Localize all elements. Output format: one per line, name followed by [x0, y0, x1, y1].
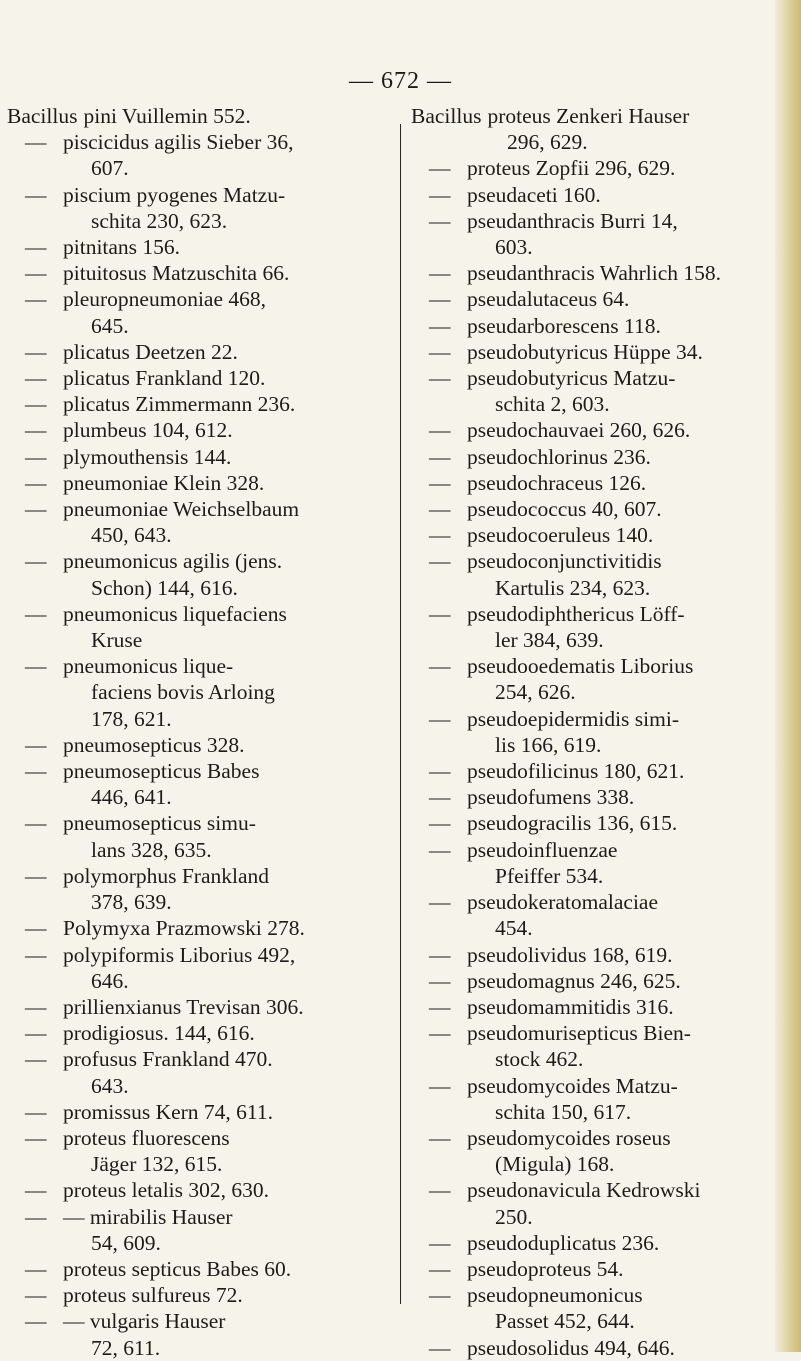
entry-name: polypiformis Liborius 492,	[63, 942, 296, 967]
index-entry	[411, 365, 779, 417]
index-entry	[411, 942, 779, 968]
entry-name: pseudoepidermidis simi-	[467, 706, 679, 731]
ditto-dash: —	[25, 654, 47, 679]
entry-name: proteus letalis 302, 630.	[63, 1178, 270, 1203]
entry-name: pseudanthracis Wahrlich 158.	[467, 261, 722, 286]
ditto-dash: —	[429, 968, 451, 993]
index-entry	[7, 1125, 385, 1177]
entry-name: pseudoproteus 54.	[467, 1256, 624, 1281]
ditto-dash: —	[429, 1073, 451, 1098]
index-entry	[7, 286, 385, 338]
entry-name: proteus Zopfii 296, 629.	[467, 156, 676, 181]
index-entry	[7, 1046, 385, 1098]
entry-name: pseudochlorinus 236.	[467, 444, 651, 469]
entry-continuation: 72, 611.	[91, 1335, 161, 1360]
entry-continuation: 378, 639.	[91, 890, 172, 915]
entry-continuation: 603.	[495, 235, 533, 260]
entry-name: prodigiosus. 144, 616.	[63, 1021, 255, 1046]
ditto-dash: —	[429, 549, 451, 574]
ditto-dash: —	[25, 1021, 47, 1046]
entry-name: pseudarborescens 118.	[467, 313, 661, 338]
ditto-dash: —	[429, 156, 451, 181]
entry-continuation: 645.	[91, 313, 129, 338]
entry-continuation: 643.	[91, 1073, 129, 1098]
ditto-dash: —	[25, 863, 47, 888]
ditto-dash: —	[429, 1178, 451, 1203]
ditto-dash: —	[25, 1178, 47, 1203]
entry-continuation: schita 230, 623.	[91, 208, 228, 233]
index-entry	[411, 784, 779, 810]
ditto-dash: —	[25, 182, 47, 207]
entry-continuation: Kartulis 234, 623.	[495, 575, 651, 600]
entry-continuation: Pfeiffer 534.	[495, 863, 604, 888]
ditto-dash: —	[25, 366, 47, 391]
index-entry	[411, 339, 779, 365]
ditto-dash: —	[429, 418, 451, 443]
ditto-dash: —	[429, 444, 451, 469]
right-column	[411, 103, 779, 1361]
index-entry	[7, 417, 385, 443]
entry-name: pseudomagnus 246, 625.	[467, 968, 681, 993]
index-entry	[7, 1177, 385, 1203]
index-entry	[411, 548, 779, 600]
entry-name: pseudodiphthericus Löff-	[467, 601, 685, 626]
entry-continuation: schita 2, 603.	[495, 392, 610, 417]
ditto-dash: —	[429, 366, 451, 391]
index-entry	[7, 129, 385, 181]
ditto-dash: —	[25, 1204, 47, 1229]
index-entry	[411, 1020, 779, 1072]
entry-name: pseudogracilis 136, 615.	[467, 811, 678, 836]
entry-name: plymouthensis 144.	[63, 444, 232, 469]
entry-continuation: 607.	[91, 156, 129, 181]
entry-name: pneumoniae Klein 328.	[63, 470, 265, 495]
entry-continuation: 646.	[91, 968, 129, 993]
index-entry	[7, 391, 385, 417]
entry-name: proteus fluorescens	[63, 1125, 230, 1150]
ditto-dash: —	[429, 208, 451, 233]
ditto-dash: —	[429, 601, 451, 626]
ditto-dash: —	[429, 1335, 451, 1360]
index-entry	[7, 1256, 385, 1282]
ditto-dash: —	[25, 339, 47, 364]
index-entry	[7, 103, 385, 129]
entry-name: polymorphus Frankland	[63, 863, 270, 888]
index-entry	[411, 1073, 779, 1125]
entry-name: pseudocoeruleus 140.	[467, 523, 654, 548]
entry-name: prillienxianus Trevisan 306.	[63, 994, 304, 1019]
entry-name: pseudochraceus 126.	[467, 470, 647, 495]
ditto-dash: —	[25, 916, 47, 941]
index-entry	[411, 208, 779, 260]
index-entry	[411, 1256, 779, 1282]
ditto-dash: —	[429, 1021, 451, 1046]
ditto-dash: —	[429, 1283, 451, 1308]
ditto-dash: —	[25, 1283, 47, 1308]
entry-continuation: Passet 452, 644.	[495, 1309, 635, 1334]
ditto-dash: —	[25, 1099, 47, 1124]
ditto-dash: —	[429, 339, 451, 364]
entry-name: pseudochauvaei 260, 626.	[467, 418, 691, 443]
ditto-dash: —	[429, 706, 451, 731]
left-column	[7, 103, 385, 1361]
index-entry	[7, 810, 385, 862]
ditto-dash: —	[429, 994, 451, 1019]
index-entry	[411, 653, 779, 705]
entry-name: promissus Kern 74, 611.	[63, 1099, 274, 1124]
index-entry	[7, 339, 385, 365]
entry-continuation: ler 384, 639.	[495, 628, 604, 653]
index-entry	[411, 1230, 779, 1256]
entry-name: pneumosepticus simu-	[63, 811, 256, 836]
ditto-dash: —	[25, 759, 47, 784]
entry-name: Polymyxa Prazmowski 278.	[63, 916, 305, 941]
ditto-dash: —	[429, 811, 451, 836]
entry-name: pleuropneumoniae 468,	[63, 287, 267, 312]
index-entry	[7, 1204, 385, 1256]
ditto-dash: —	[25, 1256, 47, 1281]
index-entry	[411, 313, 779, 339]
ditto-dash: —	[429, 261, 451, 286]
entry-name: plumbeus 104, 612.	[63, 418, 233, 443]
entry-name: pituitosus Matzuschita 66.	[63, 261, 290, 286]
entry-continuation: stock 462.	[495, 1047, 584, 1072]
entry-continuation: 250.	[495, 1204, 533, 1229]
ditto-dash: —	[429, 470, 451, 495]
entry-name: pseudobutyricus Hüppe 34.	[467, 339, 703, 364]
entry-name: — vulgaris Hauser	[63, 1309, 226, 1334]
ditto-dash: —	[25, 811, 47, 836]
ditto-dash: —	[25, 549, 47, 574]
index-entry	[7, 548, 385, 600]
entry-name: pitnitans 156.	[63, 235, 181, 260]
index-entry	[411, 417, 779, 443]
index-entry	[411, 889, 779, 941]
entry-name: plicatus Zimmermann 236.	[63, 392, 296, 417]
genus-label: Bacillus	[7, 104, 78, 128]
ditto-dash: —	[25, 497, 47, 522]
ditto-dash: —	[429, 287, 451, 312]
index-entry	[411, 1125, 779, 1177]
entry-name: pseudobutyricus Matzu-	[467, 366, 676, 391]
ditto-dash: —	[429, 890, 451, 915]
entry-name: pini Vuillemin 552.	[83, 104, 251, 128]
entry-continuation: Kruse	[91, 628, 143, 653]
entry-name: pseudooedematis Liborius	[467, 654, 694, 679]
ditto-dash: —	[429, 837, 451, 862]
entry-name: proteus Zenkeri Hauser	[487, 104, 690, 128]
index-entry	[7, 444, 385, 470]
ditto-dash: —	[429, 759, 451, 784]
index-entry	[411, 994, 779, 1020]
ditto-dash: —	[429, 1125, 451, 1150]
index-entry	[7, 234, 385, 260]
entry-name: pneumonicus liquefaciens	[63, 601, 287, 626]
entry-name: pseudoconjunctivitidis	[467, 549, 662, 574]
index-entry	[411, 601, 779, 653]
index-entry	[411, 182, 779, 208]
index-entry	[411, 103, 779, 155]
entry-continuation: faciens bovis Arloing	[91, 680, 275, 705]
ditto-dash: —	[25, 130, 47, 155]
entry-continuation: 446, 641.	[91, 785, 172, 810]
ditto-dash: —	[25, 1125, 47, 1150]
index-entry	[7, 182, 385, 234]
index-entry	[7, 365, 385, 391]
entry-name: pseudococcus 40, 607.	[467, 497, 662, 522]
entry-continuation: Schon) 144, 616.	[91, 575, 238, 600]
index-entry	[411, 496, 779, 522]
entry-name: pneumonicus agilis (jens.	[63, 549, 283, 574]
index-entry	[7, 994, 385, 1020]
index-entry	[411, 155, 779, 181]
index-entry	[411, 444, 779, 470]
entry-continuation: (Migula) 168.	[495, 1152, 615, 1177]
ditto-dash: —	[25, 444, 47, 469]
index-entry	[411, 1335, 779, 1361]
entry-name: pneumonicus lique-	[63, 654, 234, 679]
ditto-dash: —	[429, 785, 451, 810]
index-entry	[7, 863, 385, 915]
index-entry	[411, 1177, 779, 1229]
index-entry	[411, 968, 779, 994]
index-entry	[411, 260, 779, 286]
ditto-dash: —	[429, 497, 451, 522]
ditto-dash: —	[25, 942, 47, 967]
index-entry	[7, 653, 385, 732]
index-entry	[7, 915, 385, 941]
ditto-dash: —	[429, 182, 451, 207]
entry-name: proteus septicus Babes 60.	[63, 1256, 292, 1281]
entry-name: pseudofumens 338.	[467, 785, 635, 810]
entry-continuation: 296, 629.	[507, 130, 588, 155]
index-entry	[7, 732, 385, 758]
column-divider	[400, 124, 401, 1304]
ditto-dash: —	[429, 313, 451, 338]
entry-continuation: schita 150, 617.	[495, 1099, 632, 1124]
index-entry	[7, 496, 385, 548]
ditto-dash: —	[25, 601, 47, 626]
entry-name: piscium pyogenes Matzu-	[63, 182, 286, 207]
entry-name: pseudolividus 168, 619.	[467, 942, 673, 967]
index-entry	[7, 1308, 385, 1360]
entry-name: pseudomycoides Matzu-	[467, 1073, 678, 1098]
ditto-dash: —	[429, 654, 451, 679]
entry-name: pneumosepticus Babes	[63, 759, 260, 784]
index-entry	[7, 942, 385, 994]
entry-continuation: lans 328, 635.	[91, 837, 212, 862]
entry-name: plicatus Frankland 120.	[63, 366, 266, 391]
ditto-dash: —	[25, 470, 47, 495]
index-entry	[411, 522, 779, 548]
index-entry	[7, 1282, 385, 1308]
ditto-dash: —	[25, 994, 47, 1019]
entry-name: pseudokeratomalaciae	[467, 890, 659, 915]
entry-name: pseudonavicula Kedrowski	[467, 1178, 701, 1203]
genus-label: Bacillus	[411, 104, 482, 128]
entry-name: pneumoniae Weichselbaum	[63, 497, 300, 522]
ditto-dash: —	[25, 261, 47, 286]
ditto-dash: —	[429, 942, 451, 967]
entry-name: pseudalutaceus 64.	[467, 287, 630, 312]
entry-name: proteus sulfureus 72.	[63, 1283, 243, 1308]
ditto-dash: —	[25, 732, 47, 757]
index-entry	[7, 758, 385, 810]
entry-continuation: 454.	[495, 916, 533, 941]
entry-name: pneumosepticus 328.	[63, 732, 245, 757]
index-entry	[411, 470, 779, 496]
entry-name: — mirabilis Hauser	[63, 1204, 233, 1229]
entry-continuation: 54, 609.	[91, 1230, 161, 1255]
index-entry	[411, 758, 779, 784]
entry-name: pseudopneumonicus	[467, 1283, 643, 1308]
page-number: — 672 —	[349, 68, 452, 94]
ditto-dash: —	[25, 235, 47, 260]
index-entry	[7, 470, 385, 496]
ditto-dash: —	[25, 1047, 47, 1072]
entry-name: pseudomammitidis 316.	[467, 994, 674, 1019]
entry-name: pseudomycoides roseus	[467, 1125, 671, 1150]
index-entry	[7, 260, 385, 286]
entry-name: pseudoinfluenzae	[467, 837, 618, 862]
entry-continuation: Jäger 132, 615.	[91, 1152, 223, 1177]
entry-name: pseudofilicinus 180, 621.	[467, 759, 685, 784]
index-entry	[411, 837, 779, 889]
ditto-dash: —	[429, 523, 451, 548]
entry-name: pseudosolidus 494, 646.	[467, 1335, 675, 1360]
index-entry	[7, 1099, 385, 1125]
index-entry	[411, 1282, 779, 1334]
ditto-dash: —	[25, 287, 47, 312]
entry-name: pseudomurisepticus Bien-	[467, 1021, 691, 1046]
ditto-dash: —	[25, 1309, 47, 1334]
entry-name: plicatus Deetzen 22.	[63, 339, 238, 364]
index-entry	[411, 706, 779, 758]
entry-continuation: 450, 643.	[91, 523, 172, 548]
index-entry	[7, 1020, 385, 1046]
ditto-dash: —	[429, 1230, 451, 1255]
entry-name: piscicidus agilis Sieber 36,	[63, 130, 294, 155]
entry-continuation: 254, 626.	[495, 680, 576, 705]
entry-continuation: 178, 621.	[91, 706, 172, 731]
entry-name: pseudanthracis Burri 14,	[467, 208, 678, 233]
index-entry	[411, 810, 779, 836]
entry-name: pseudaceti 160.	[467, 182, 601, 207]
entry-name: pseudoduplicatus 236.	[467, 1230, 660, 1255]
index-entry	[411, 286, 779, 312]
index-entry	[7, 601, 385, 653]
entry-name: profusus Frankland 470.	[63, 1047, 273, 1072]
ditto-dash: —	[429, 1256, 451, 1281]
ditto-dash: —	[25, 418, 47, 443]
entry-continuation: lis 166, 619.	[495, 732, 602, 757]
ditto-dash: —	[25, 392, 47, 417]
